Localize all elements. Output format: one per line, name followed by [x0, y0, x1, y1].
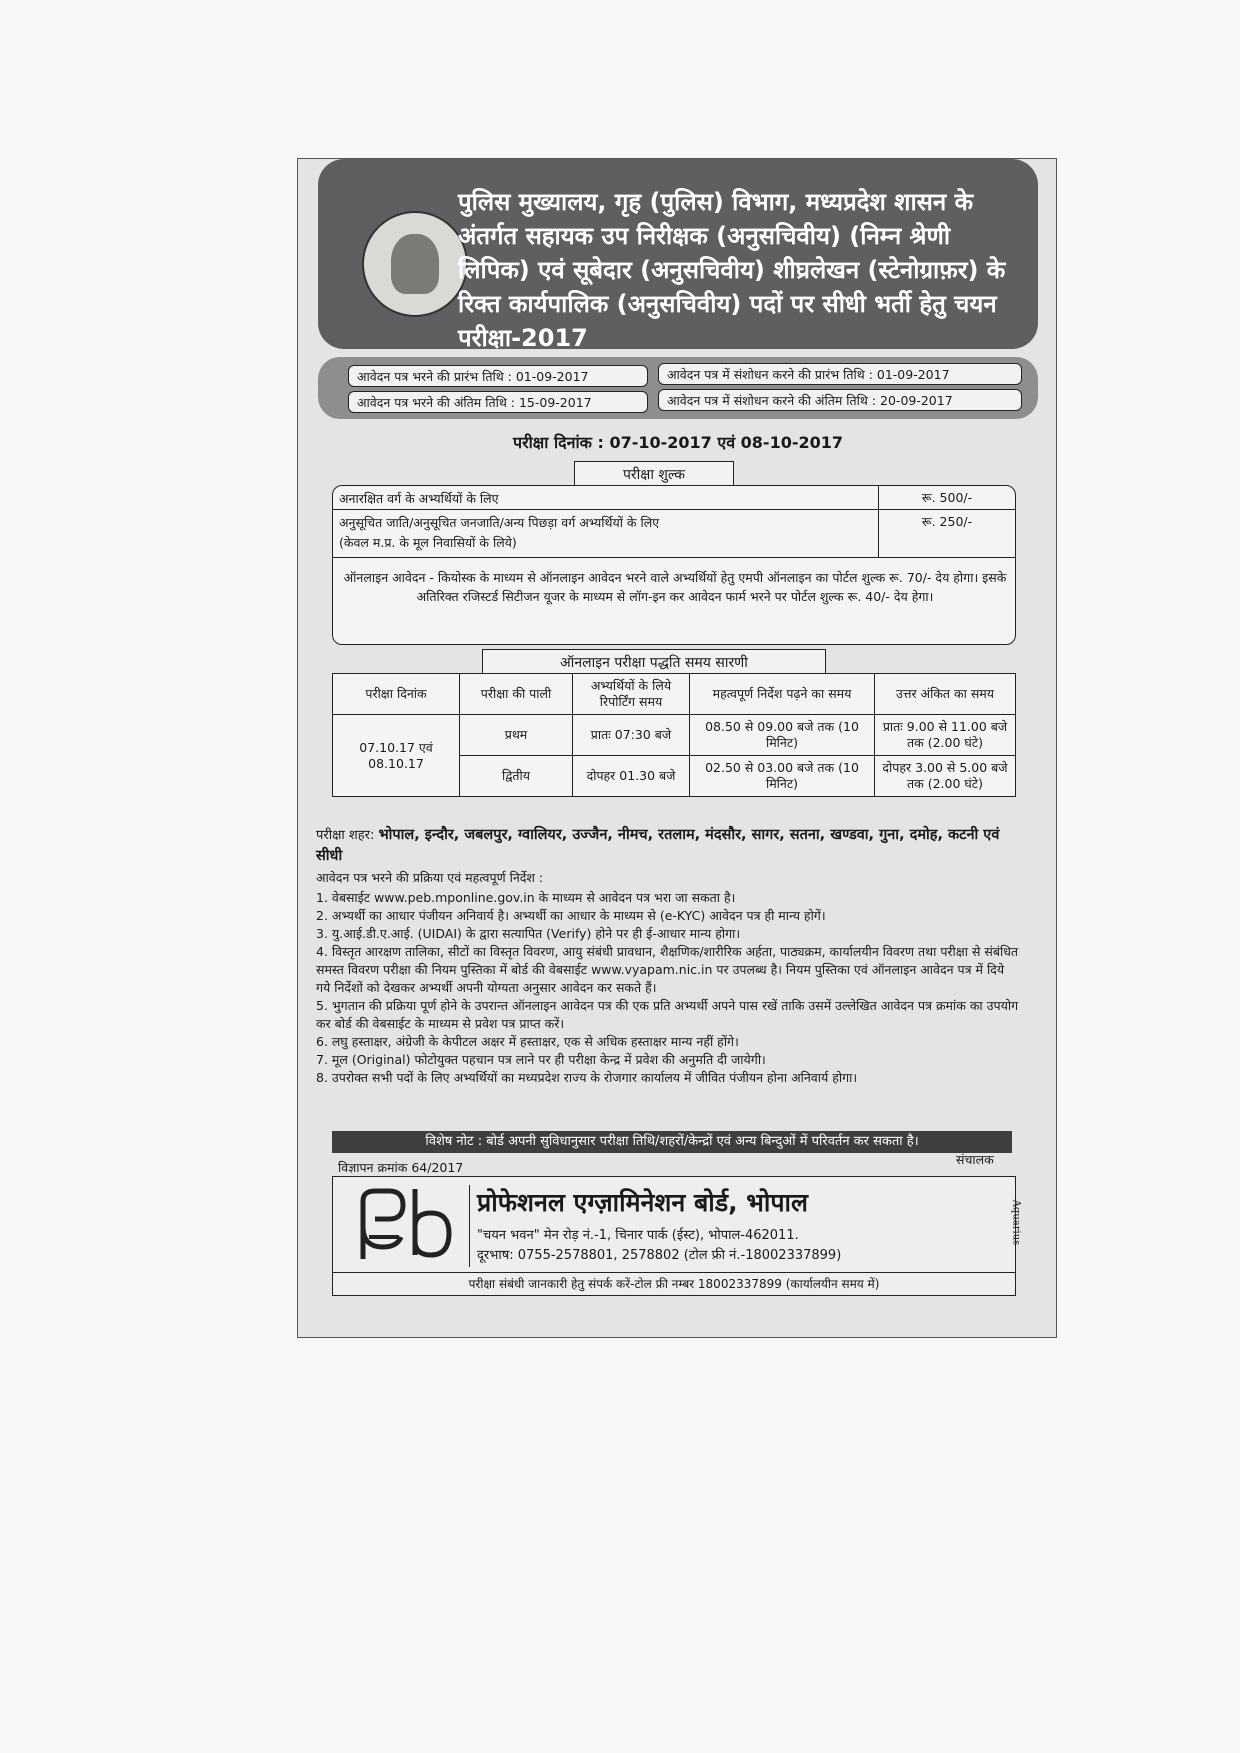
fee-label: परीक्षा शुल्क	[574, 461, 734, 487]
table-header-row	[333, 674, 1016, 715]
answer-time-cell: दोपहर 3.00 से 5.00 बजे तक (2.00 घंटे)	[875, 756, 1016, 797]
column-header: महत्वपूर्ण निर्देश पढ़ने का समय	[690, 674, 875, 715]
list-item: 7. मूल (Original) फोटोयुक्त पहचान पत्र लाने पर ही परीक्षा केन्द्र में प्रवेश की अनुमति दी जायेगी।	[316, 1052, 766, 1067]
apply-start-date: आवेदन पत्र भरने की प्रारंभ तिथि : 01-09-2017	[348, 365, 648, 387]
reporting-time-cell: दोपहर 01.30 बजे	[573, 756, 690, 797]
special-note: विशेष नोट : बोर्ड अपनी सुविधानुसार परीक्षा तिथि/शहरों/केन्द्रों एवं अन्य बिन्दुओं में परिवर्तन कर सकता है।	[332, 1131, 1012, 1153]
footer	[332, 1176, 1022, 1296]
list-item: 5. भुगतान की प्रक्रिया पूर्ण होने के उपरान्त ऑनलाइन आवेदन पत्र की एक प्रति अभ्यर्थी अपने पास रखें ताकि उसमें उल्लेखित आवेदन पत्र क्रमांक का उपयोग कर बोर्ड की वेबसाईट के माध्यम से प्रवेश पत्र प्राप्त करें।	[316, 998, 1019, 1031]
list-item: 3. यु.आई.डी.ए.आई. (UIDAI) के द्वारा सत्यापित (Verify) होने पर ही ई-आधार मान्य होगा।	[316, 926, 741, 941]
edit-end-date: आवेदन पत्र में संशोधन करने की अंतिम तिथि : 20-09-2017	[658, 389, 1022, 411]
exam-dates-cell: 07.10.17 एवं 08.10.17	[333, 715, 460, 797]
fee-row	[333, 510, 1015, 558]
fee-amount: रू. 500/-	[878, 486, 1015, 510]
header-banner	[318, 159, 1038, 352]
page-title: पुलिस मुख्यालय, गृह (पुलिस) विभाग, मध्यप्रदेश शासन के अंतर्गत सहायक उप निरीक्षक (अनुसचिवीय) (निम्न श्रेणी लिपिक) एवं सूबेदार (अनुसचिवीय) शीघ्रलेखन (स्टेनोग्राफ़र) के रिक्त कार्यपालिक (अनुसचिवीय) पदों पर सीधी भर्ती हेतु चयन परीक्षा-2017	[458, 188, 1006, 352]
portal-fee-note: ऑनलाइन आवेदन - कियोस्क के माध्यम से ऑनलाइन आवेदन भरने वाले अभ्यर्थियों हेतु एमपी ऑनलाइन का पोर्टल शुल्क रू. 70/- देय होगा। इसके अतिरिक्त रजिस्टर्ड सिटीजन यूजर के माध्यम से लॉग-इन कर आवेदन फार्म भरने पर पोर्टल शुल्क रू. 40/- देय हेगा।	[343, 570, 1007, 604]
column-header: परीक्षा दिनांक	[333, 674, 460, 715]
ad-number: विज्ञापन क्रमांक 64/2017	[338, 1160, 464, 1175]
peb-logo-icon	[355, 1187, 461, 1265]
shift-cell: प्रथम	[460, 715, 573, 756]
exam-schedule-table	[332, 673, 1016, 797]
fee-category-note: (केवल म.प्र. के मूल निवासियों के लिये)	[339, 535, 517, 550]
edit-start-date: आवेदन पत्र में संशोधन करने की प्रारंभ तिथि : 01-09-2017	[658, 363, 1022, 385]
board-name: प्रोफेशनल एग्ज़ामिनेशन बोर्ड, भोपाल	[477, 1188, 808, 1217]
exam-cities-list: भोपाल, इन्दौर, जबलपुर, ग्वालियर, उज्जैन, नीमच, रतलाम, मंदसौर, सागर, सतना, खण्डवा, गुना, दमोह, कटनी एवं सीधी	[316, 827, 1000, 864]
exam-date: परीक्षा दिनांक : 07-10-2017 एवं 08-10-2017	[512, 433, 844, 452]
list-item: 4. विस्तृत आरक्षण तालिका, सीटों का विस्तृत विवरण, आयु संबंधी प्रावधान, शैक्षणिक/शारीरिक अर्हता, पाठ्यक्रम, कार्यालयीन विवरण तथा परीक्षा से संबंधित समस्त विवरण परीक्षा की नियम पुस्तिका में बोर्ड की वेबसाईट www.vyapam.nic.in पर उपलब्ध है। नियम पुस्तिका एवं ऑनलाइन आवेदन पत्र में दिये गये निर्देशों को देखकर अभ्यर्थी अपनी योग्यता अनुसार आवेदन कर सकते हैं।	[316, 944, 1019, 995]
fee-row	[333, 486, 1015, 510]
reporting-time-cell: प्रातः 07:30 बजे	[573, 715, 690, 756]
instruction-time-cell: 02.50 से 03.00 बजे तक (10 मिनिट)	[690, 756, 875, 797]
instructions-list	[316, 889, 1021, 1087]
fee-category: अनारक्षित वर्ग के अभ्यर्थियों के लिए	[339, 491, 499, 506]
dates-band	[318, 357, 1038, 419]
exam-cities-label: परीक्षा शहर:	[316, 828, 375, 843]
shift-cell: द्वितीय	[460, 756, 573, 797]
helpline: परीक्षा संबंधी जानकारी हेतु संपर्क करें-टोल फ्री नम्बर 18002337899 (कार्यालयीन समय में)	[333, 1272, 1015, 1295]
apply-end-date: आवेदन पत्र भरने की अंतिम तिथि : 15-09-2017	[348, 391, 648, 413]
list-item: 6. लघु हस्ताक्षर, अंग्रेजी के केपीटल अक्षर में हस्ताक्षर, एक से अधिक हस्ताक्षर मान्य नहीं होंगे।	[316, 1034, 739, 1049]
table-row	[333, 715, 1016, 756]
instruction-time-cell: 08.50 से 09.00 बजे तक (10 मिनिट)	[690, 715, 875, 756]
schedule-label: ऑनलाइन परीक्षा पद्धति समय सारणी	[482, 649, 826, 675]
fee-table	[332, 485, 1016, 645]
column-header: परीक्षा की पाली	[460, 674, 573, 715]
divider	[469, 1185, 470, 1267]
list-item: 8. उपरोक्त सभी पदों के लिए अभ्यर्थियों का मध्यप्रदेश राज्य के रोजगार कार्यालय में जीवित पंजीयन होना अनिवार्य होगा।	[316, 1070, 858, 1085]
portrait-emblem-icon	[362, 211, 468, 317]
exam-cities	[316, 825, 1016, 867]
fee-amount: रू. 250/-	[878, 510, 1015, 558]
agency-credit: Aquarius	[1010, 1199, 1022, 1246]
advertisement	[297, 158, 1057, 1338]
fee-category: अनुसूचित जाति/अनुसूचित जनजाति/अन्य पिछड़ा वर्ग अभ्यर्थियों के लिए	[339, 515, 660, 530]
list-item: 1. वेबसाईट www.peb.mponline.gov.in के माध्यम से आवेदन पत्र भरा जा सकता है।	[316, 890, 736, 905]
director-label: संचालक	[956, 1152, 994, 1167]
answer-time-cell: प्रातः 9.00 से 11.00 बजे तक (2.00 घंटे)	[875, 715, 1016, 756]
board-phone: दूरभाष: 0755-2578801, 2578802 (टोल फ्री नं.-18002337899)	[477, 1248, 842, 1263]
board-address: "चयन भवन" मेन रोड़ नं.-1, चिनार पार्क (ईस्ट), भोपाल-462011.	[477, 1228, 799, 1243]
column-header: अभ्यर्थियों के लिये रिपोर्टिंग समय	[573, 674, 690, 715]
process-title: आवेदन पत्र भरने की प्रक्रिया एवं महत्वपूर्ण निर्देश :	[316, 870, 544, 885]
list-item: 2. अभ्यर्थी का आधार पंजीयन अनिवार्य है। अभ्यर्थी का आधार के माध्यम से (e-KYC) आवेदन पत्र ही मान्य होगें।	[316, 908, 826, 923]
column-header: उत्तर अंकित का समय	[875, 674, 1016, 715]
